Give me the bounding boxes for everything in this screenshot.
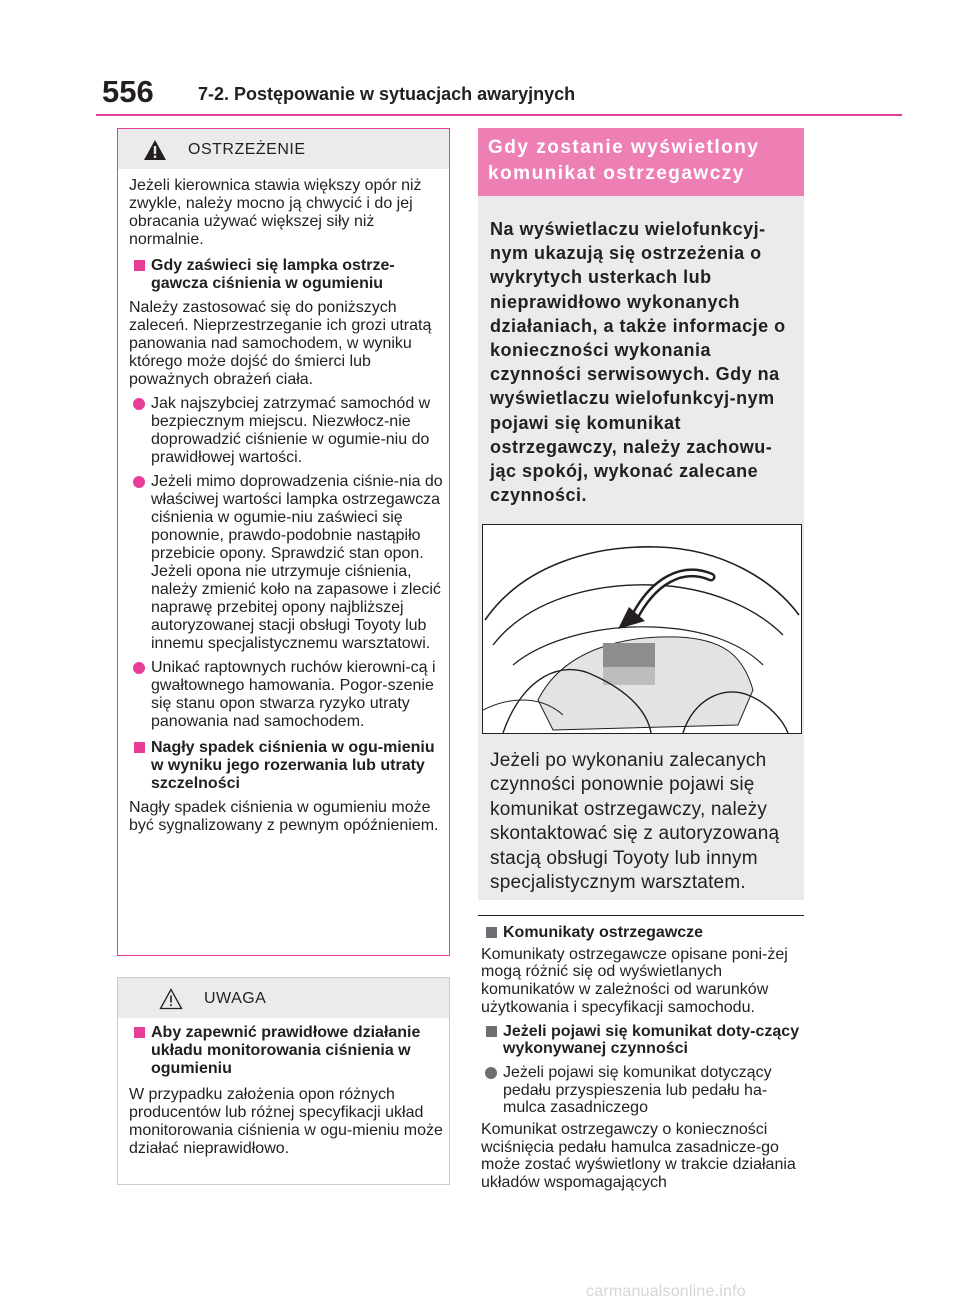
warning-intro: Jeżeli kierownica stawia większy opór niż zwykle, należy mocno ją chwycić i do jej obracania używać większej siły niż normalnie.	[129, 177, 422, 248]
messages-bullet-text: Jeżeli pojawi się komunikat dotyczący pedału przyspieszenia lub pedału ha-mulca zasadniczego	[503, 1063, 772, 1117]
square-bullet-icon	[486, 1026, 497, 1037]
square-bullet-icon	[486, 927, 497, 938]
page-number: 556	[102, 74, 154, 109]
warning-bullet-text: Jeżeli mimo doprowadzenia ciśnie-nia do właściwej wartości lampka ostrzegawcza ciśnienia w ogumie-niu zaświeci się ponownie, prawdo-podobnie nastąpiło przebicie opony. Sprawdzić stan opon. Jeżeli opona nie utrzymuje ciśnienia, należy zmienić koło na zapasowe i zlecić naprawę przebitej opony najbliższej autoryzowanej stacji obsługi Toyoty lub innemu specjalistycznemu warsztatowi.	[151, 473, 443, 652]
warning-bullet	[129, 659, 445, 731]
messages-body	[481, 921, 806, 1192]
messages-text: Komunikaty ostrzegawcze opisane poni-żej mogą różnić się od wyświetlanych komunikatów w zależności od warunków użytkowania i specyfikacji samochodu.	[481, 945, 788, 1016]
warning-text-lamp: Należy zastosować się do poniższych zaleceń. Nieprzestrzeganie ich grozi utratą panowania nad samochodem, w wyniku którego może dojść do śmierci lub poważnych obrażeń ciała.	[129, 299, 432, 388]
round-bullet-icon	[133, 398, 145, 410]
square-bullet-icon	[134, 742, 145, 753]
caution-triangle-icon	[159, 988, 183, 1010]
messages-heading	[481, 924, 806, 942]
round-bullet-icon	[485, 1067, 497, 1079]
warning-body	[129, 177, 445, 841]
header-divider	[96, 114, 902, 116]
messages-subheading	[481, 1023, 806, 1058]
message-section-title: Gdy zostanie wyświetlony komunikat ostrzegawczy	[478, 128, 804, 196]
caution-heading-text: Aby zapewnić prawidłowe działanie układu monitorowania ciśnienia w ogumieniu	[151, 1024, 421, 1077]
messages-heading-text: Komunikaty ostrzegawcze	[503, 924, 704, 941]
warning-header	[118, 129, 449, 169]
caution-header	[118, 978, 449, 1018]
caution-heading	[129, 1024, 445, 1078]
messages-subheading-text: Jeżeli pojawi się komunikat doty-czący wykonywanej czynności	[503, 1022, 800, 1058]
caution-body	[129, 1024, 445, 1158]
warning-bullet	[129, 473, 445, 653]
round-bullet-icon	[133, 662, 145, 674]
square-bullet-icon	[134, 1027, 145, 1038]
warning-heading-text: Nagły spadek ciśnienia w ogu-mieniu w wyniku jego rozerwania lub utraty szczelności	[151, 739, 435, 792]
warning-heading-lamp	[129, 257, 445, 293]
warning-bullet-text: Jak najszybciej zatrzymać samochód w bezpiecznym miejscu. Niezwłocz-nie doprowadzić ciśnienie w ogumie-niu do prawidłowej wartości.	[151, 395, 431, 466]
caution-title: UWAGA	[204, 990, 267, 1007]
warning-bullet	[129, 395, 445, 467]
message-section-intro: Na wyświetlaczu wielofunkcyj-nym ukazują się ostrzeżenia o wykrytych usterkach lub nieprawidłowo wykonanych działaniach, a także informacje o konieczności wykonania czynności serwisowych. Gdy na wyświetlaczu wielofunkcyj-nym pojawi się komunikat ostrzegawczy, należy zachowu-jąc spokój, wykonać zalecane czynności.	[490, 219, 786, 506]
section-title: 7-2. Postępowanie w sytuacjach awaryjnych	[198, 84, 576, 104]
messages-text-2: Komunikat ostrzegawczy o konieczności wciśnięcia pedału hamulca zasadnicze-go może zostać wyświetlony w trakcie działania układów wspomagających	[481, 1121, 796, 1192]
section-divider	[478, 915, 804, 916]
instrument-cluster-figure	[482, 524, 802, 734]
square-bullet-icon	[134, 260, 145, 271]
messages-bullet	[481, 1064, 806, 1117]
warning-bullet-text: Unikać raptownych ruchów kierowni-cą i gwałtownego hamowania. Pogor-szenie się stanu opon stwarza ryzyko utraty panowania nad samochodem.	[151, 659, 436, 730]
message-section-followup: Jeżeli po wykonaniu zalecanych czynności ponownie pojawi się komunikat ostrzegawczy, należy skontaktować się z autoryzowaną stacją obsługi Toyoty lub innym specjalistycznym warsztatem.	[490, 750, 780, 894]
watermark: carmanualsonline.info	[586, 1283, 746, 1300]
warning-text-burst: Nagły spadek ciśnienia w ogumieniu może być sygnalizowany z pewnym opóźnieniem.	[129, 799, 439, 834]
warning-heading-burst	[129, 739, 445, 793]
round-bullet-icon	[133, 476, 145, 488]
warning-title: OSTRZEŻENIE	[188, 141, 306, 158]
warning-heading-text: Gdy zaświeci się lampka ostrze-gawcza ciśnienia w ogumieniu	[151, 257, 395, 292]
instrument-cluster-illustration	[483, 525, 801, 733]
warning-triangle-icon	[143, 139, 167, 161]
caution-text: W przypadku założenia opon różnych producentów lub różnej specyfikacji układ monitorowania ciśnienia w ogu-mieniu może działać nieprawidłowo.	[129, 1086, 443, 1157]
